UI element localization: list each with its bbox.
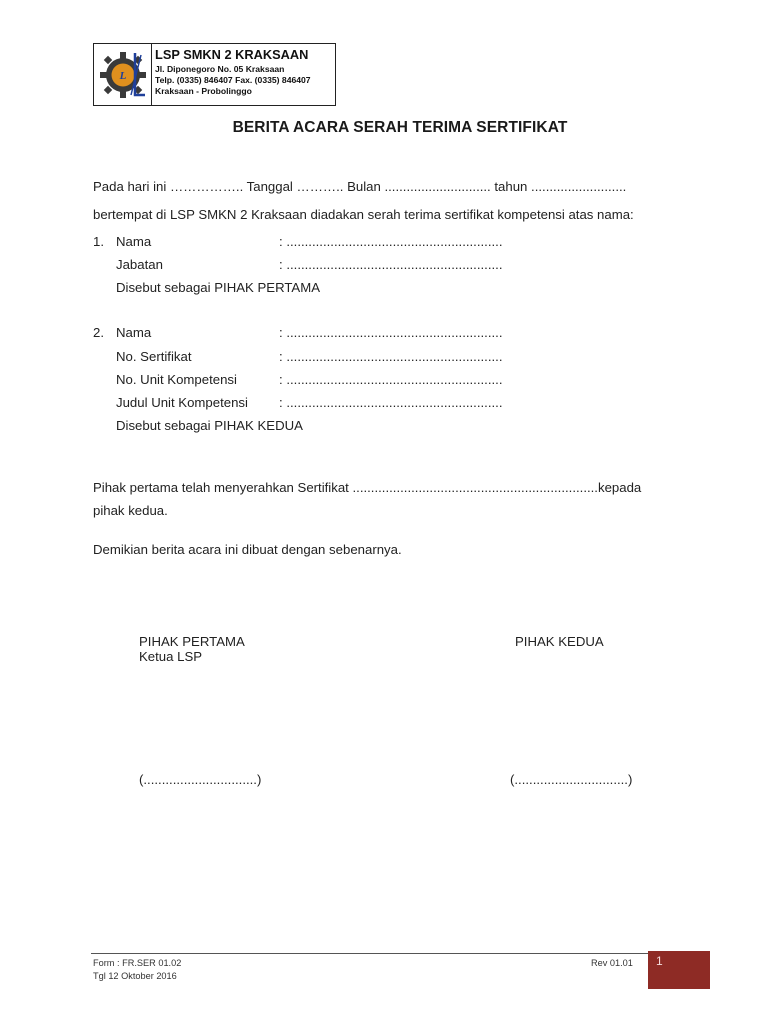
footer-revision: Rev 01.01 [591,958,633,968]
closing-statement: Demikian berita acara ini dibuat dengan sebenarnya. [93,542,402,557]
party2-field-label: No. Sertifikat [116,349,192,364]
party2-field-label: Judul Unit Kompetensi [116,395,248,410]
party2-field-value: : ........................................................... [279,349,503,364]
party1-field-value: : ........................................................... [279,257,503,272]
party2-field-label: Nama [116,325,152,340]
signature-left-name: (...............................) [139,772,262,787]
party2-field-label: No. Unit Kompetensi [116,372,237,387]
footer-form-code: Form : FR.SER 01.02 [93,958,182,968]
handover-line-2: pihak kedua. [93,503,168,518]
address-line: Jl. Diponegoro No. 05 Kraksaan [155,64,285,74]
party1-field-value: : ........................................................... [279,234,503,249]
org-name: LSP SMKN 2 KRAKSAAN [155,47,309,62]
signature-left-subtitle: Ketua LSP [139,649,203,664]
party1-field-label: Jabatan [116,257,163,272]
party1-number: 1. [93,234,104,249]
party1-field-label: Nama [116,234,152,249]
signature-right-title: PIHAK KEDUA [515,634,604,649]
footer-date: Tgl 12 Oktober 2016 [93,971,177,981]
party1-designation: Disebut sebagai PIHAK PERTAMA [116,280,321,295]
intro-line-1: Pada hari ini …………….. Tanggal ……….. Bulan ............................. tahun .......................... [93,179,627,194]
lsp-logo [97,47,149,103]
handover-line-1: Pihak pertama telah menyerahkan Sertifikat ...................................................................kepada [93,480,642,495]
signature-right-name: (...............................) [510,772,633,787]
party2-designation: Disebut sebagai PIHAK KEDUA [116,418,303,433]
intro-line-2: bertempat di LSP SMKN 2 Kraksaan diadakan serah terima sertifikat kompetensi atas nama: [93,207,634,222]
header-divider [151,44,152,105]
party2-number: 2. [93,325,104,340]
party2-field-value: : ........................................................... [279,372,503,387]
document-title: BERITA ACARA SERAH TERIMA SERTIFIKAT [232,119,568,136]
party2-field-value: : ........................................................... [279,395,503,410]
city-line: Kraksaan - Probolinggo [155,86,252,96]
contact-line: Telp. (0335) 846407 Fax. (0335) 846407 [155,75,311,85]
svg-text:L: L [119,70,127,82]
page-number: 1 [656,954,663,968]
footer-rule [91,953,648,954]
signature-left-title: PIHAK PERTAMA [139,634,245,649]
party2-field-value: : ........................................................... [279,325,503,340]
letterhead-box [93,43,336,106]
